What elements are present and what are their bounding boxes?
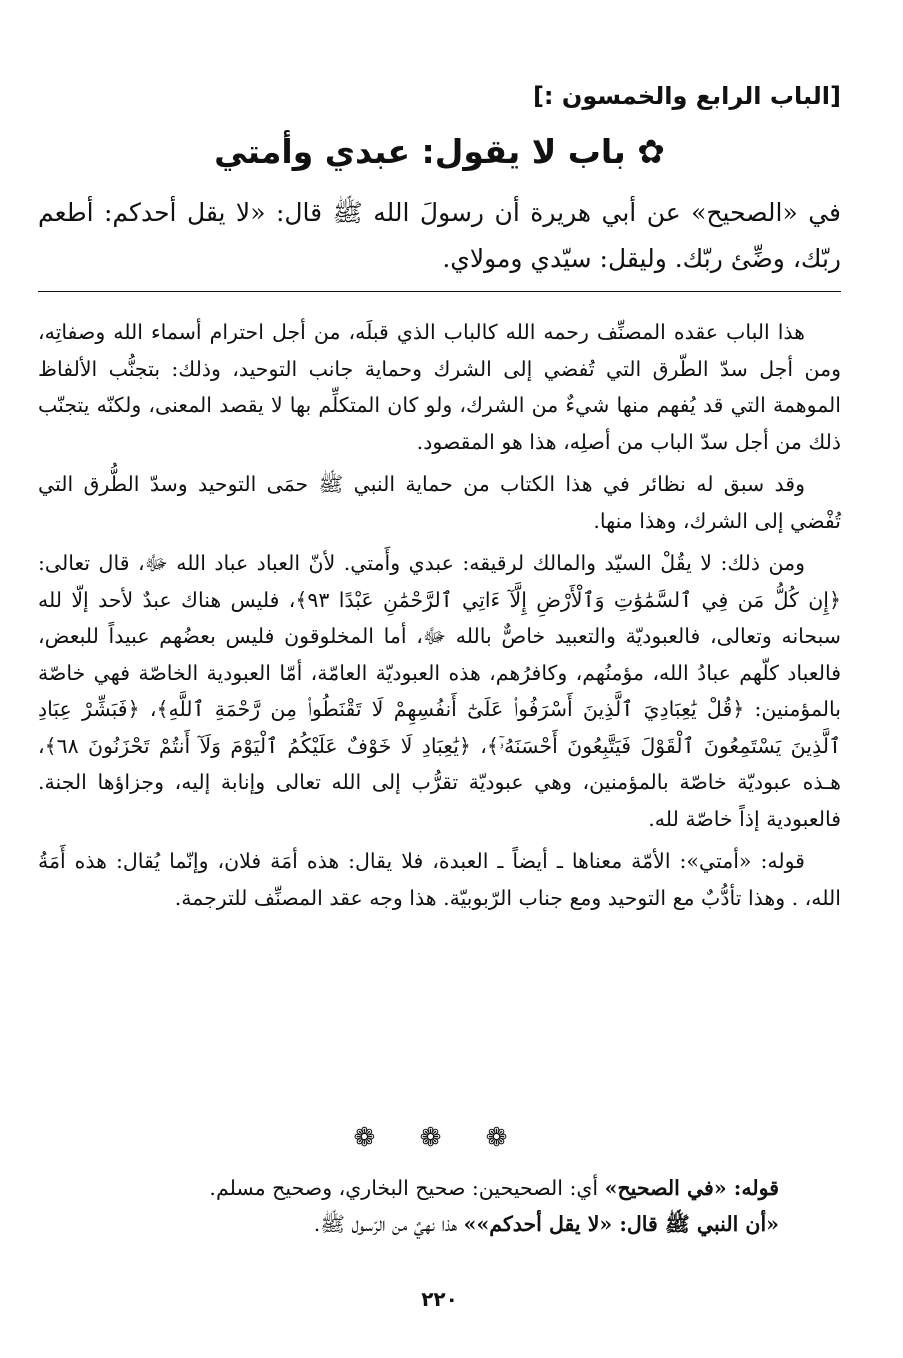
divider-line [38,291,841,292]
flower-ornament-icon: ✿ [625,132,665,171]
note-lead: «أن النبي ﷺ قال: «لا يقل أحدكم»» [463,1212,779,1236]
notes-section [38,1170,841,1242]
book-page [38,0,841,1358]
section-separator: ❁ ❁ ❁ [353,1123,526,1153]
note-text: هذا نهيٌ من الرّسول ﷺ. [313,1212,464,1236]
chapter-title-text: باب لا يقول: عبدي وأمتي [214,132,626,171]
note-lead: قوله: «في الصحيح» [604,1176,779,1200]
chapter-title [38,132,841,171]
commentary-paragraph: قوله: «أمتي»: الأمّة معناها ـ أيضاً ـ العبدة، فلا يقال: هذه أمَة فلان، وإنّما يُقال: هذه أَمَةُ الله، . وهذا تأدُّبٌ مع التوحيد ومع جناب الرّبوبيّة. هذا وجه عقد المصنِّف للترجمة. [38,849,841,910]
hadith-text: في «الصحيح» عن أبي هريرة أن رسولَ الله ﷺ قال: «لا يقل أحدكم: أطعم ربّك، وضِّئ ربّك. وليقل: سيّدي ومولاي. [38,198,841,273]
commentary-paragraph: هذا الباب عقده المصنِّف رحمه الله كالباب الذي قبلَه، من أجل احترام أسماء الله وصفاتِه، ومن أجل سدّ الطّرق التي تُفضي إلى الشرك وحماية جانب التوحيد، وذلك: بتجنُّب الألفاظ الموهمة التي قد يُفهم منها شيءٌ من الشرك، ولو كان المتكلِّم بها لا يقصد المعنى، ولكنّه يتجنّب ذلك من أجل سدّ الباب من أصلِه، هذا هو المقصود. [38,320,841,454]
chapter-label: [الباب الرابع والخمسون :] [532,82,841,110]
commentary-paragraph: وقد سبق له نظائر في هذا الكتاب من حماية النبي ﷺ حمَى التوحيد وسدّ الطُّرق التي تُفْضي إلى الشرك، وهذا منها. [38,472,841,533]
commentary-body [38,314,841,916]
page-number: ٢٢٠ [421,1287,458,1311]
note-line [38,1206,841,1242]
note-line [38,1170,841,1206]
commentary-paragraph: ومن ذلك: لا يقُلْ السيّد والمالك لرقيقه: عبدي وأَمتي. لأنّ العباد عباد الله ﷻ، قال تعالى: ﴿إِن كُلُّ مَن فِي ٱلسَّمَٰوَٰتِ وَٱلْأَرْضِ إِلَّآ ءَاتِي ٱلرَّحْمَٰنِ عَبْدًا ٩٣﴾، فليس هناك عبدٌ لأحد إلّا لله سبحانه وتعالى، فالعبوديّة والتعبيد خاصٌّ بالله ﷻ، أما المخلوقون فليس بعضُهم عبيداً للبعض، فالعباد كلّهم عبادُ الله، مؤمنُهم، وكافرُهم، هذه العبوديّة العامّة، أمّا العبودية الخاصّة فهي خاصّة بالمؤمنين: ﴿قُلْ يَٰعِبَادِيَ ٱلَّذِينَ أَسْرَفُوا۟ عَلَىٰٓ أَنفُسِهِمْ لَا تَقْنَطُوا۟ مِن رَّحْمَةِ ٱللَّهِ﴾، ﴿فَبَشِّرْ عِبَادِ ٱلَّذِينَ يَسْتَمِعُونَ ٱلْقَوْلَ فَيَتَّبِعُونَ أَحْسَنَهُۥٓ﴾، ﴿يَٰعِبَادِ لَا خَوْفٌ عَلَيْكُمُ ٱلْيَوْمَ وَلَآ أَنتُمْ تَحْزَنُونَ ٦٨﴾، هـذه عبوديّة خاصّة بالمؤمنين، وهي عبوديّة تقرُّب إلى الله تعالى وإنابة إليه، وجزاؤها الجنة. فالعبودية إذاً خاصّة لله. [38,551,841,831]
note-text: أي: الصحيحين: صحيح البخاري، وصحيح مسلم. [209,1176,605,1200]
